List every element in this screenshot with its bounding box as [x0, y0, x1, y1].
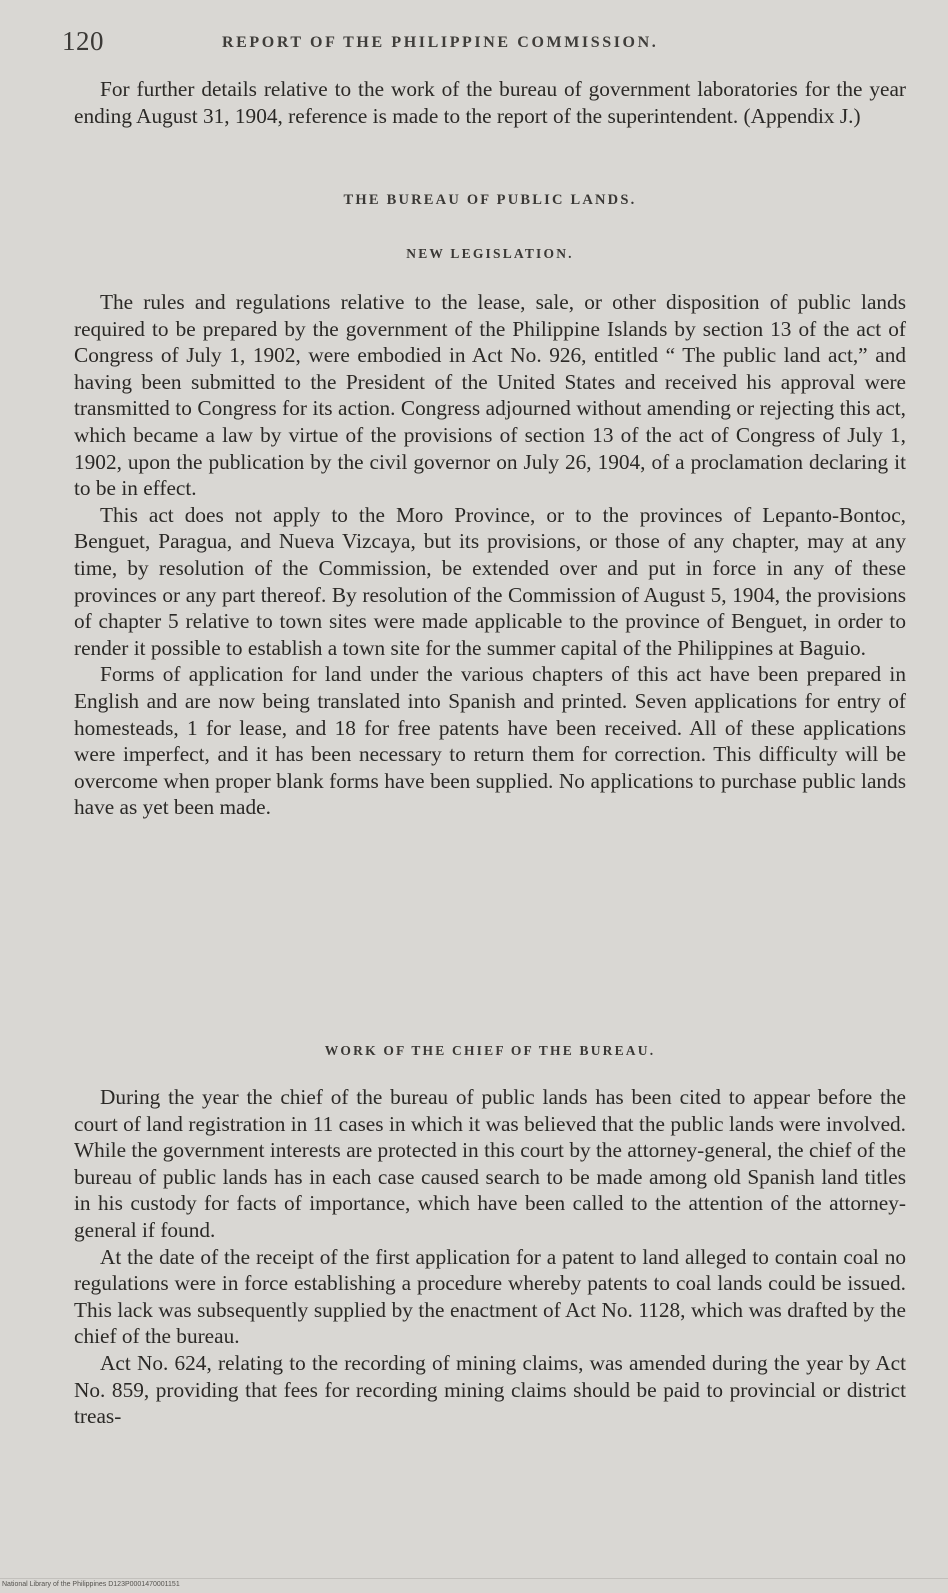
legislation-paragraph-1: The rules and regulations relative to the lease, sale, or other disposition of public lands required to be prepared by the government of the Philippine Islands by section 13 of the act of Congress of July 1, 1902, were embodied in Act No. 926, entitled “ The public land act,” and having been submitted to the President of the United States and received his approval were transmitted to Congress for its action. Congress adjourned without amending or rejecting this act, which became a law by virtue of the provisions of section 13 of the act of Congress of July 1, 1902, upon the publication by the civil governor on July 26, 1904, of a proclamation declaring it to be in effect. — [74, 290, 906, 501]
legislation-paragraph-2: This act does not apply to the Moro Province, or to the provinces of Lepanto-Bontoc, Benguet, Paragua, and Nueva Vizcaya, but its provisions, or those of any chapter, may at any time, by resolution of the Commission, be extended over and put in force in any of these provinces or any part thereof. By resolution of the Commission of August 5, 1904, the provisions of chapter 5 relative to town sites were made applicable to the province of Benguet, in order to render it possible to establish a town site for the summer capital of the Philippines at Baguio. — [74, 502, 906, 660]
intro-paragraph-block — [74, 76, 906, 129]
page-header — [62, 26, 912, 60]
work-text — [74, 1084, 906, 1430]
legislation-text — [74, 289, 906, 821]
heading-legislation: NEW LEGISLATION. — [406, 246, 574, 261]
heading-bureau: THE BUREAU OF PUBLIC LANDS. — [343, 192, 637, 208]
scan-credit: National Library of the Philippines D123P0001470001151 — [2, 1581, 180, 1588]
running-head: REPORT OF THE PHILIPPINE COMMISSION. — [222, 34, 659, 51]
heading-work: WORK OF THE CHIEF OF THE BUREAU. — [324, 1043, 656, 1058]
work-paragraph-1: During the year the chief of the bureau of public lands has been cited to appear before the court of land registration in 11 cases in which it was believed that the public lands were involved. While the government interests are protected in this court by the attorney-general, the chief of the bureau of public lands has in each case caused search to be made among old Spanish land titles in his custody for facts of importance, which have been called to the attention of the attorney-general if found. — [74, 1085, 906, 1242]
work-paragraph-2: At the date of the receipt of the first application for a patent to land alleged to contain coal no regulations were in force establishing a procedure whereby patents to coal lands could be issued. This lack was subsequently supplied by the enactment of Act No. 1128, which was drafted by the chief of the bureau. — [74, 1244, 906, 1349]
footer-divider — [0, 1578, 948, 1579]
legislation-paragraph-3: Forms of application for land under the various chapters of this act have been prepared in English and are now being translated into Spanish and printed. Seven applications for entry of homesteads, 1 for lease, and 18 for free patents have been received. All of these applications were imperfect, and it has been necessary to return them for correction. This difficulty will be overcome when proper blank forms have been supplied. No applications to purchase public lands have as yet been made. — [74, 662, 906, 820]
intro-paragraph: For further details relative to the work of the bureau of government laboratories for the year ending August 31, 1904, reference is made to the report of the superintendent. (Appendix J.) — [74, 77, 906, 128]
page-number: 120 — [62, 26, 104, 56]
work-paragraph-3: Act No. 624, relating to the recording of mining claims, was amended during the year by Act No. 859, providing that fees for recording mining claims should be paid to provincial or district treas- — [74, 1350, 906, 1429]
